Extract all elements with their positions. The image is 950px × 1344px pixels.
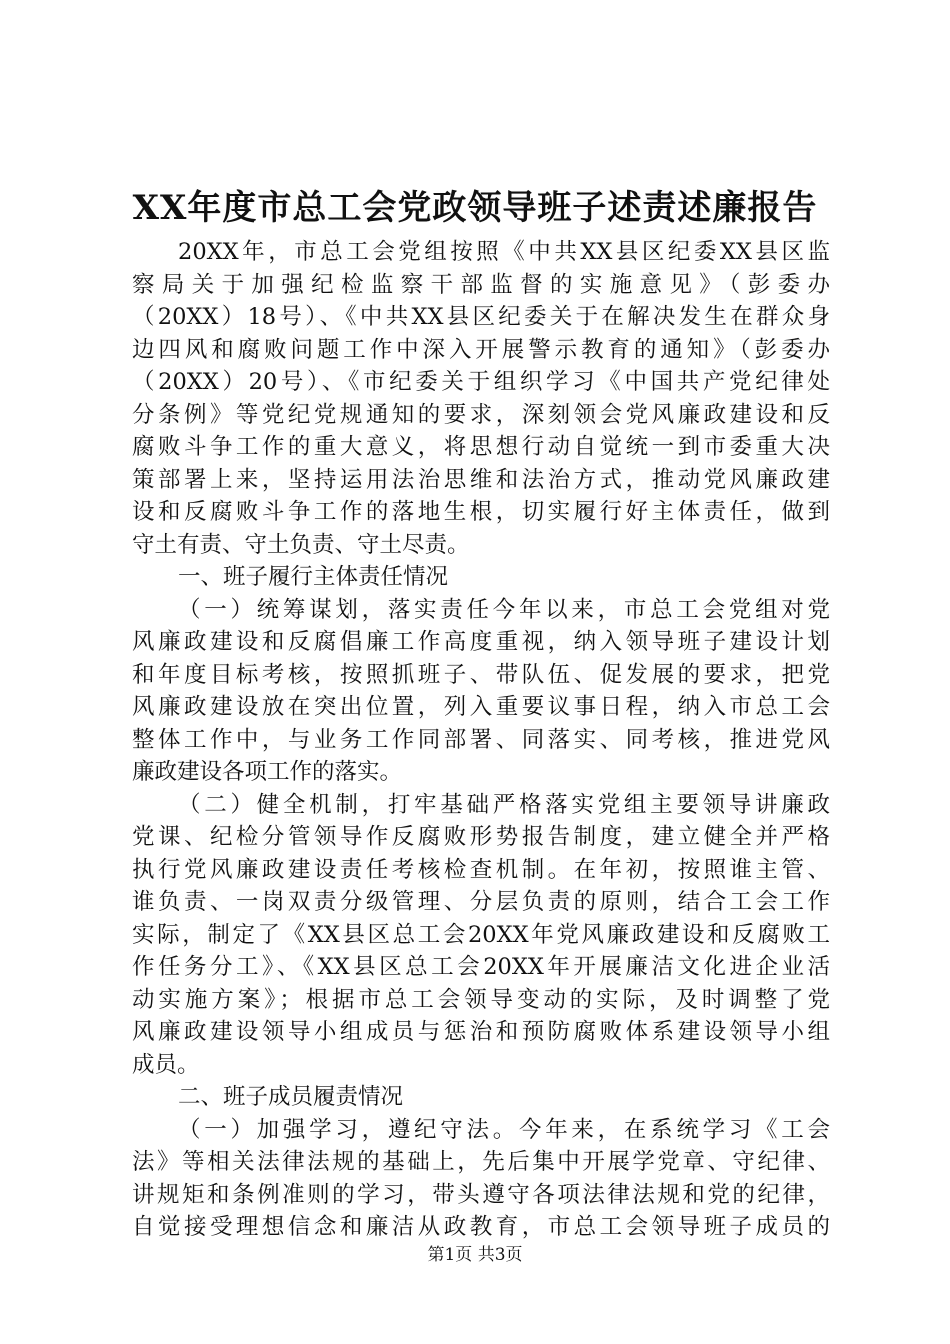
- paragraph-line: 分条例》等党纪党规通知的要求，深刻领会党风廉政建设和反: [132, 401, 830, 428]
- paragraph-line: 谁负责、一岗双责分级管理、分层负责的原则，结合工会工作: [132, 889, 830, 915]
- paragraph-line: 边四风和腐败问题工作中深入开展警示教育的通知》（彭委办: [132, 336, 830, 363]
- paragraph-line: 20XX年，市总工会党组按照《中共XX县区纪委XX县区监: [178, 239, 830, 265]
- paragraph-line: 设和反腐败斗争工作的落地生根，切实履行好主体责任，做到: [132, 499, 830, 525]
- paragraph-line: 讲规矩和条例准则的学习，带头遵守各项法律法规和党的纪律，: [132, 1181, 830, 1208]
- paragraph-line: （20XX）18号）、《中共XX县区纪委关于在解决发生在群众身: [132, 304, 830, 330]
- paragraph-line: （一）统筹谋划，落实责任今年以来，市总工会党组对党: [178, 596, 830, 623]
- paragraph-line: 风廉政建设领导小组成员与惩治和预防腐败体系建设领导小组: [132, 1019, 830, 1045]
- paragraph-line: （20XX）20号）、《市纪委关于组织学习《中国共产党纪律处: [132, 369, 830, 395]
- paragraph-line: （一）加强学习，遵纪守法。今年来，在系统学习《工会: [178, 1116, 830, 1143]
- paragraph-line: 腐败斗争工作的重大意义，将思想行动自觉统一到市委重大决: [132, 434, 830, 460]
- paragraph-line: 整体工作中，与业务工作同部署、同落实、同考核，推进党风: [132, 726, 830, 753]
- paragraph-line: 党课、纪检分管领导作反腐败形势报告制度，建立健全并严格: [132, 824, 830, 850]
- paragraph-line: 察局关于加强纪检监察干部监督的实施意见》（彭委办: [132, 271, 830, 298]
- document-body: [132, 236, 830, 1244]
- page-footer: 第1页 共3页: [427, 1245, 523, 1265]
- paragraph-line: 自觉接受理想信念和廉洁从政教育，市总工会领导班子成员的: [132, 1214, 830, 1240]
- paragraph-line: 作任务分工》、《XX县区总工会20XX年开展廉洁文化进企业活: [132, 954, 830, 980]
- paragraph-line: 风廉政建设和反腐倡廉工作高度重视，纳入领导班子建设计划: [132, 629, 830, 655]
- paragraph-line: 和年度目标考核，按照抓班子、带队伍、促发展的要求，把党: [132, 661, 830, 688]
- paragraph-line: 法》等相关法律法规的基础上，先后集中开展学党章、守纪律、: [132, 1149, 830, 1175]
- paragraph-line: 廉政建设各项工作的落实。: [132, 759, 403, 785]
- paragraph-line: 成员。: [132, 1051, 200, 1078]
- paragraph-line: 策部署上来，坚持运用法治思维和法治方式，推动党风廉政建: [132, 466, 830, 493]
- paragraph-line: 实际，制定了《XX县区总工会20XX年党风廉政建设和反腐败工: [132, 921, 830, 948]
- document-title: XX年度市总工会党政领导班子述责述廉报告: [132, 188, 818, 228]
- paragraph-line: 动实施方案》；根据市总工会领导变动的实际，及时调整了党: [132, 986, 830, 1013]
- paragraph-line: 守土有责、守土负责、守土尽责。: [132, 531, 470, 558]
- paragraph-line: 执行党风廉政建设责任考核检查机制。在年初，按照谁主管、: [132, 856, 830, 883]
- paragraph-line: 风廉政建设放在突出位置，列入重要议事日程，纳入市总工会: [132, 694, 830, 720]
- paragraph-line: （二）健全机制，打牢基础严格落实党组主要领导讲廉政: [178, 791, 830, 818]
- section-heading: 二、班子成员履责情况: [178, 1084, 404, 1110]
- section-heading: 一、班子履行主体责任情况: [178, 564, 449, 590]
